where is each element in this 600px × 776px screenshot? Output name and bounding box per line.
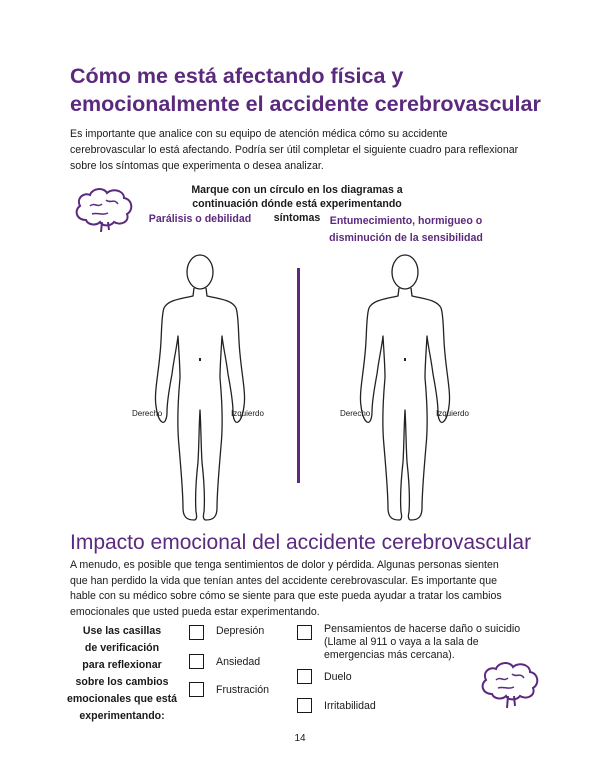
body-diagram-right[interactable] xyxy=(355,250,455,525)
checklist-header xyxy=(62,623,182,725)
checklist-header-line: de verificación xyxy=(84,642,160,654)
checkbox-irritability[interactable] xyxy=(297,698,312,713)
page-title-line1: Cómo me está afectando física y xyxy=(70,64,404,88)
right-side-label: Derecho xyxy=(340,409,371,418)
paralysis-label: Parálisis o debilidad xyxy=(148,213,252,225)
page-title xyxy=(70,62,550,118)
emotional-heading: Impacto emocional del accidente cerebrovascular xyxy=(70,531,532,554)
checkbox-label-line: Pensamientos de hacerse daño o suicidio xyxy=(324,623,521,635)
intro-line: Es importante que analice con su equipo de atención médica cómo su accidente xyxy=(70,128,448,140)
intro-paragraph xyxy=(70,126,540,174)
checkbox-label: Ansiedad xyxy=(216,656,261,668)
checkbox-label: Duelo xyxy=(324,671,352,683)
left-side-label: Izquierdo xyxy=(231,409,264,418)
checklist-header-line: para reflexionar xyxy=(82,659,162,671)
checklist-header-line: experimentando: xyxy=(79,710,165,722)
body-diagram-left[interactable] xyxy=(150,250,250,525)
emotional-line: emocionales que usted pueda estar experimentando. xyxy=(70,605,320,618)
intro-line: sobre los síntomas que experimenta o desea analizar. xyxy=(70,160,324,172)
checkbox-anxiety[interactable] xyxy=(189,654,204,669)
emotional-line: A menudo, es posible que tenga sentimientos de dolor y pérdida. Algunas personas sienten xyxy=(70,559,499,571)
emotional-line: hable con su médico sobre cómo se siente para que este pueda ayudar a tratar los cambios xyxy=(70,590,502,602)
checkbox-self-harm[interactable] xyxy=(297,625,312,640)
checkbox-label: Depresión xyxy=(216,625,265,637)
emotional-line: que han perdido la vida que tenían antes del accidente cerebrovascular. Es importante que xyxy=(70,574,497,587)
brain-icon xyxy=(72,186,136,232)
left-side-label: Izquierdo xyxy=(436,409,469,418)
instruction-line: continuación dónde está experimentando síntomas xyxy=(192,198,402,224)
checklist-header-line: sobre los cambios xyxy=(75,676,169,688)
page-title-line2: emocionalmente el accidente cerebrovascular xyxy=(70,92,541,116)
right-side-label: Derecho xyxy=(132,409,163,418)
numbness-label-line: disminución de la sensibilidad xyxy=(329,232,483,244)
checkbox-frustration[interactable] xyxy=(189,682,204,697)
page-number: 14 xyxy=(294,733,306,744)
checkbox-depression[interactable] xyxy=(189,625,204,640)
instruction-line: Marque con un círculo en los diagramas a xyxy=(191,184,403,196)
checklist-header-line: Use las casillas xyxy=(82,625,162,637)
brain-icon xyxy=(478,660,542,710)
checkbox-label: Frustración xyxy=(216,684,269,696)
checkbox-label-line: emergencias más cercana). xyxy=(324,649,455,661)
emotional-paragraph xyxy=(70,558,540,620)
checkbox-grief[interactable] xyxy=(297,669,312,684)
numbness-label xyxy=(316,213,496,247)
checkbox-label: Irritabilidad xyxy=(324,700,376,712)
checklist-header-line: emocionales que está xyxy=(66,693,178,705)
checkbox-label-line: (Llame al 911 o vaya a la sala de xyxy=(324,636,479,648)
checkbox-label xyxy=(324,623,554,662)
diagram-divider xyxy=(297,268,300,483)
intro-line: cerebrovascular lo está afectando. Podría ser útil completar el siguiente cuadro para reflexionar xyxy=(70,144,519,156)
numbness-label-line: Entumecimiento, hormigueo o xyxy=(329,215,483,227)
